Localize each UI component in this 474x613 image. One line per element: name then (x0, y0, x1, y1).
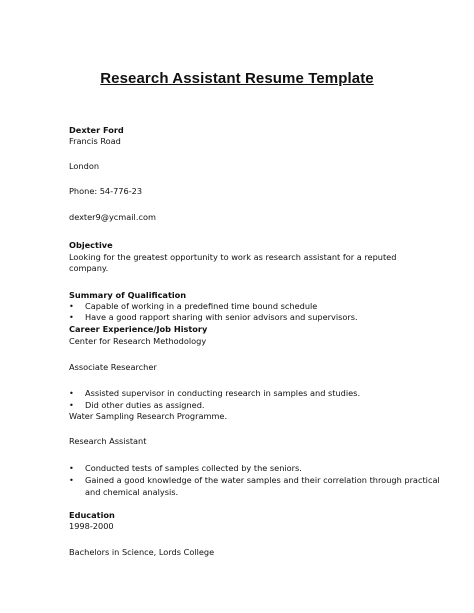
objective-text-line2: company. (69, 263, 109, 273)
bullet-glyph: • (69, 388, 74, 398)
summary-list-item (69, 301, 317, 312)
role1-item-text: Assisted supervisor in conducting research in samples and studies. (85, 388, 361, 398)
role1-list-item (69, 400, 205, 411)
role-1: Associate Researcher (69, 362, 157, 372)
bullet-glyph: • (69, 312, 74, 322)
role2-item-text: Conducted tests of samples collected by the seniors. (85, 463, 302, 473)
role-2: Research Assistant (69, 436, 147, 446)
contact-name: Dexter Ford (69, 125, 124, 135)
summary-list-item (69, 312, 358, 323)
education-heading: Education (69, 510, 115, 520)
education-degree: Bachelors in Science, Lords College (69, 547, 215, 557)
role1-item-text: Did other duties as assigned. (85, 400, 205, 410)
bullet-glyph: • (69, 475, 74, 485)
bullet-glyph: • (69, 463, 74, 473)
objective-text-line1: Looking for the greatest opportunity to work as research assistant for a reputed (69, 252, 397, 262)
employer-1: Center for Research Methodology (69, 336, 207, 346)
role2-item-continuation: and chemical analysis. (85, 487, 179, 497)
summary-item-text: Capable of working in a predefined time bound schedule (85, 301, 318, 311)
role2-item-text: Gained a good knowledge of the water samples and their correlation through practical (85, 475, 440, 485)
employer-2: Water Sampling Research Programme. (69, 411, 228, 421)
role2-list-item (69, 463, 302, 474)
role2-list-item (69, 475, 440, 486)
summary-heading: Summary of Qualification (69, 290, 187, 300)
summary-item-text: Have a good rapport sharing with senior advisors and supervisors. (85, 312, 358, 322)
role1-list-item (69, 388, 360, 399)
contact-street: Francis Road (69, 136, 121, 146)
objective-heading: Objective (69, 240, 113, 250)
bullet-glyph: • (69, 301, 74, 311)
bullet-glyph: • (69, 400, 74, 410)
contact-phone: Phone: 54-776-23 (69, 186, 143, 196)
career-heading: Career Experience/Job History (69, 324, 208, 334)
document-title: Research Assistant Resume Template (100, 70, 374, 87)
contact-city: London (69, 161, 100, 171)
contact-email: dexter9@ycmail.com (69, 212, 156, 222)
education-years: 1998-2000 (69, 521, 114, 531)
